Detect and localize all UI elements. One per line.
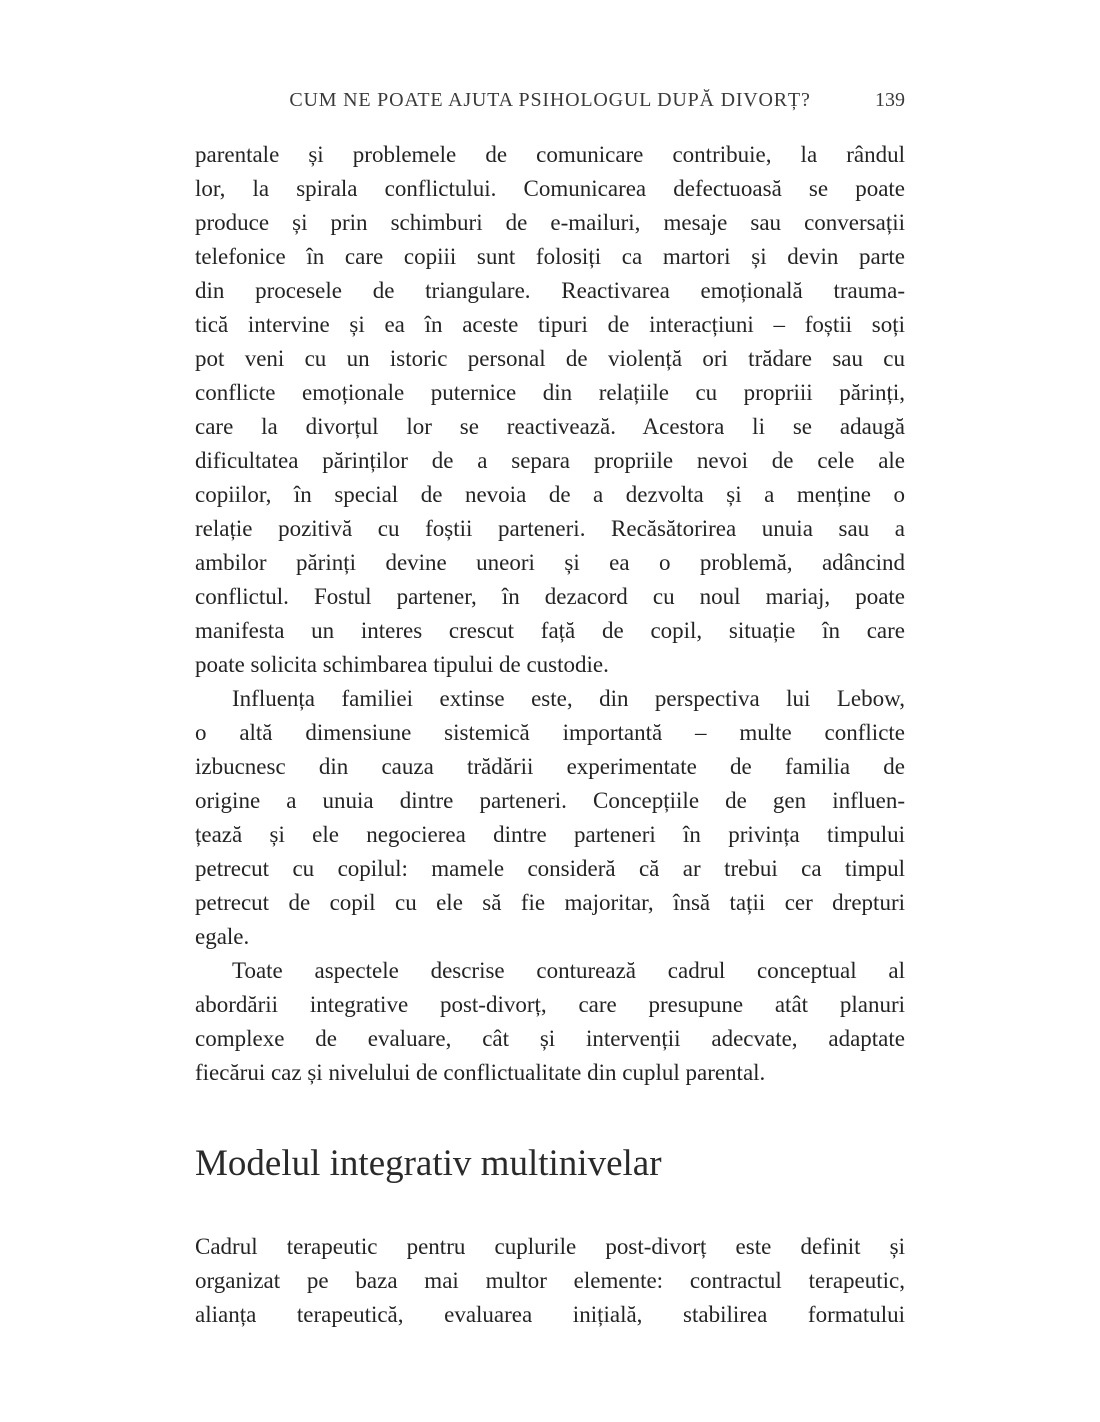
text-line: parentale și problemele de comunicare contribuie, la rândul xyxy=(195,142,905,167)
body-text xyxy=(195,138,905,1332)
text-line: din procesele de triangulare. Reactivarea emoțională trauma- xyxy=(195,278,905,303)
text-line: origine a unuia dintre parteneri. Concepțiile de gen influen- xyxy=(195,788,905,813)
text-line: petrecut de copil cu ele să fie majoritar, însă tații cer drepturi xyxy=(195,890,905,915)
text-line: conflicte emoționale puternice din relațiile cu propriii părinți, xyxy=(195,380,905,405)
text-line: relație pozitivă cu foștii parteneri. Recăsătorirea unuia sau a xyxy=(195,516,905,541)
text-line: fiecărui caz și nivelului de conflictualitate din cuplul parental. xyxy=(195,1060,766,1085)
text-line: izbucnesc din cauza trădării experimentate de familia de xyxy=(195,754,905,779)
text-line: abordării integrative post-divorț, care presupune atât planuri xyxy=(195,992,905,1017)
text-line: pot veni cu un istoric personal de violență ori trădare sau cu xyxy=(195,346,905,371)
text-line: egale. xyxy=(195,924,250,949)
text-line: copiilor, în special de nevoia de a dezvolta și a menține o xyxy=(195,482,905,507)
text-line: produce și prin schimburi de e-mailuri, mesaje sau conversații xyxy=(195,210,905,235)
text-line: poate solicita schimbarea tipului de custodie. xyxy=(195,652,609,677)
running-title: CUM NE POATE AJUTA PSIHOLOGUL DUPĂ DIVORȚ? xyxy=(289,89,811,111)
text-line: o altă dimensiune sistemică importantă – multe conflicte xyxy=(195,720,905,745)
section-heading: Modelul integrativ multinivelar xyxy=(195,1143,662,1184)
text-line: telefonice în care copiii sunt folosiți ca martori și devin parte xyxy=(195,244,905,269)
page-header xyxy=(195,86,905,114)
text-line: petrecut cu copilul: mamele consideră că ar trebui ca timpul xyxy=(195,856,905,881)
page-number: 139 xyxy=(875,89,905,111)
text-line: tică intervine și ea în aceste tipuri de interacțiuni – foștii soți xyxy=(195,312,905,337)
text-line: Cadrul terapeutic pentru cuplurile post-divorț este definit și xyxy=(195,1234,905,1259)
text-line: Influența familiei extinse este, din perspectiva lui Lebow, xyxy=(232,686,905,711)
text-line: care la divorțul lor se reactivează. Acestora li se adaugă xyxy=(195,414,905,439)
text-line: organizat pe baza mai multor elemente: contractul terapeutic, xyxy=(195,1268,905,1293)
text-line: manifesta un interes crescut față de copil, situație în care xyxy=(195,618,905,643)
text-line: complexe de evaluare, cât și intervenții adecvate, adaptate xyxy=(195,1026,905,1051)
text-line: ambilor părinți devine uneori și ea o problemă, adâncind xyxy=(195,550,905,575)
text-line: dificultatea părinților de a separa propriile nevoi de cele ale xyxy=(195,448,905,473)
text-line: Toate aspectele descrise conturează cadrul conceptual al xyxy=(232,958,905,983)
text-line: lor, la spirala conflictului. Comunicarea defectuoasă se poate xyxy=(195,176,905,201)
text-line: țează și ele negocierea dintre parteneri în privința timpului xyxy=(195,822,905,847)
text-line: alianța terapeutică, evaluarea inițială, stabilirea formatului xyxy=(195,1302,905,1327)
text-line: conflictul. Fostul partener, în dezacord cu noul mariaj, poate xyxy=(195,584,905,609)
